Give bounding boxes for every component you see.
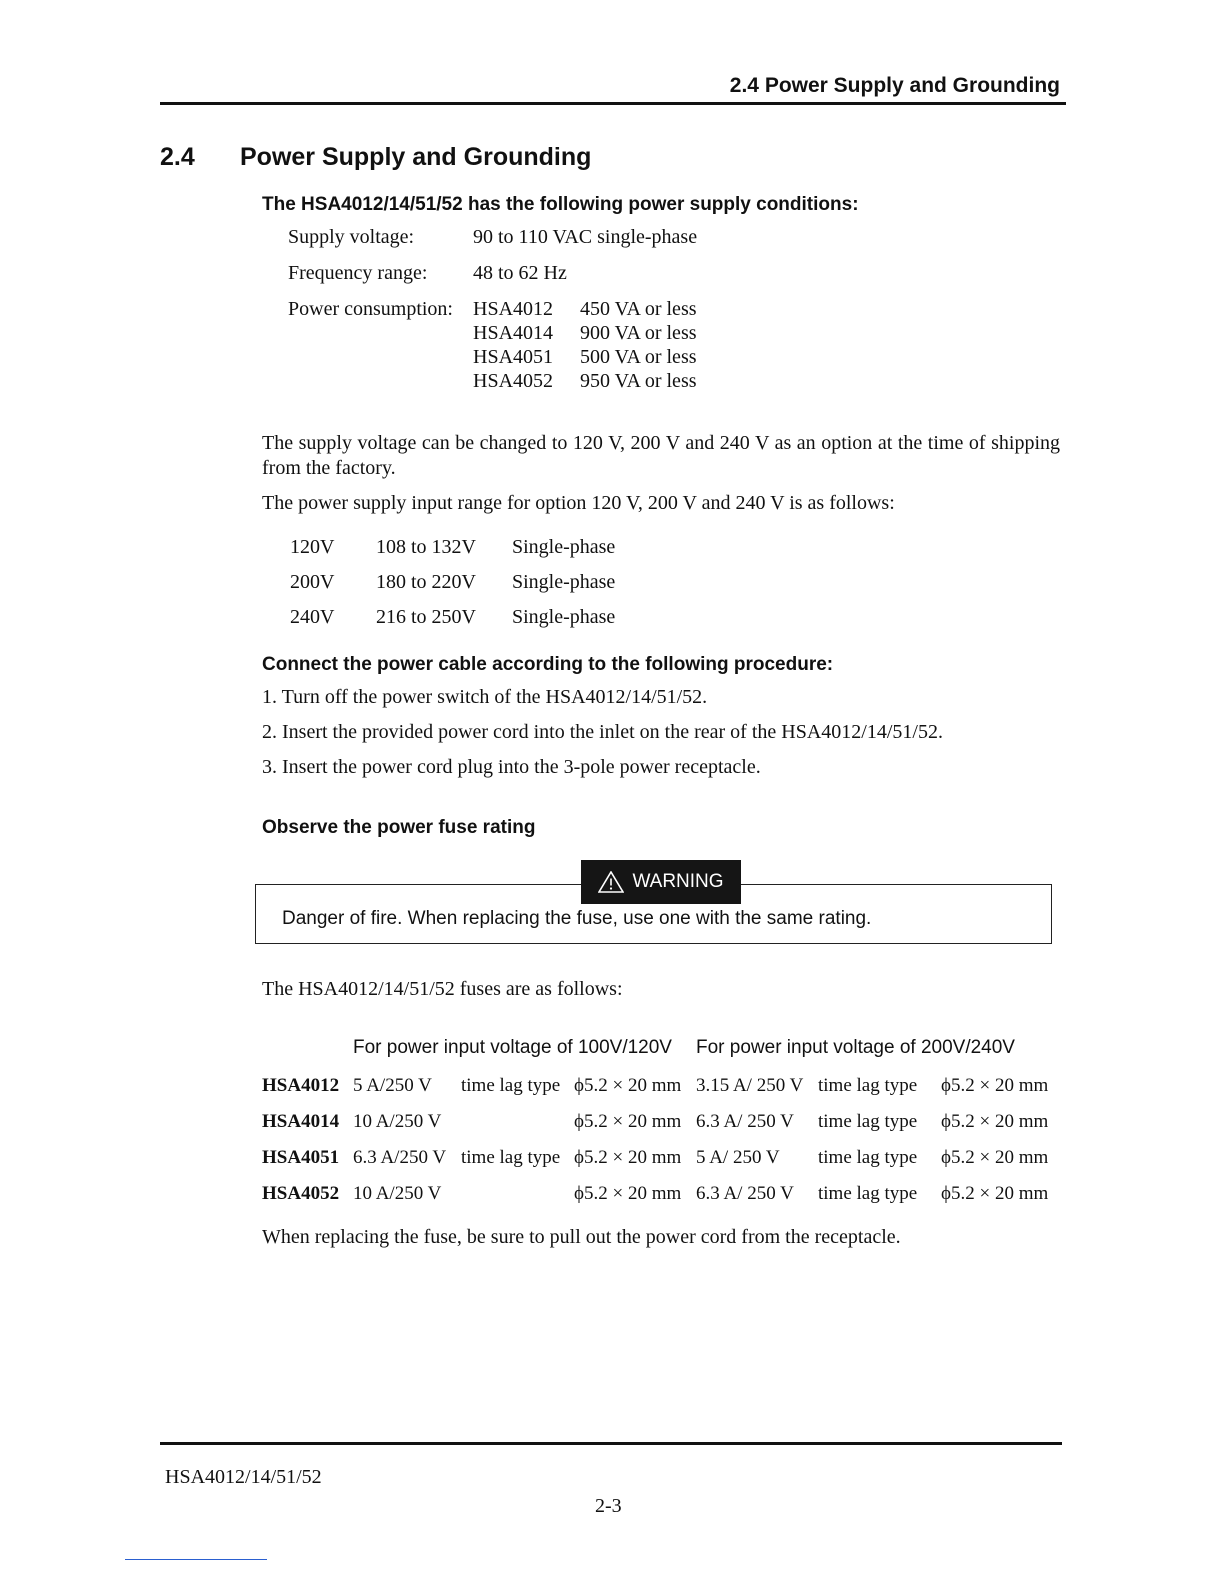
fuse-type-high: time lag type bbox=[818, 1147, 918, 1168]
fuse-model: HSA4052 bbox=[262, 1183, 340, 1204]
fuse-column-header-100-120: For power input voltage of 100V/120V bbox=[353, 1037, 672, 1058]
input-range-paragraph: The power supply input range for option 120 V, 200 V and 240 V is as follows: bbox=[262, 492, 895, 514]
option-paragraph: The supply voltage can be changed to 120 V, 200 V and 240 V as an option at the time of shipping from the factory. bbox=[262, 432, 1060, 479]
range-voltage: 240V bbox=[290, 606, 335, 628]
range-voltage: 200V bbox=[290, 571, 335, 593]
fuse-type-high: time lag type bbox=[818, 1183, 918, 1204]
fuse-rating-low: 10 A/250 V bbox=[353, 1183, 442, 1204]
fuse-intro: The HSA4012/14/51/52 fuses are as follows: bbox=[262, 978, 623, 1000]
fuse-rating-low: 6.3 A/250 V bbox=[353, 1147, 447, 1168]
supply-voltage-label: Supply voltage: bbox=[288, 226, 415, 248]
fuse-size-low: ϕ5.2 × 20 mm bbox=[574, 1111, 682, 1132]
fuse-closing-note: When replacing the fuse, be sure to pull out the power cord from the receptacle. bbox=[262, 1226, 901, 1248]
consumption-model: HSA4014 bbox=[473, 322, 554, 344]
consumption-model: HSA4012 bbox=[473, 298, 554, 320]
range-span: 108 to 132V bbox=[376, 536, 476, 558]
fuse-model: HSA4014 bbox=[262, 1111, 340, 1132]
footer-model: HSA4012/14/51/52 bbox=[165, 1466, 322, 1488]
range-span: 216 to 250V bbox=[376, 606, 476, 628]
link-underline bbox=[125, 1559, 267, 1560]
warning-label: WARNING bbox=[632, 871, 724, 892]
fuse-row bbox=[262, 1140, 1048, 1176]
range-row bbox=[290, 565, 615, 600]
fuse-row bbox=[262, 1104, 1048, 1140]
fuse-rating-low: 5 A/250 V bbox=[353, 1075, 432, 1096]
fuse-size-low: ϕ5.2 × 20 mm bbox=[574, 1183, 682, 1204]
fuse-type-low: time lag type bbox=[461, 1075, 561, 1096]
warning-badge bbox=[581, 860, 741, 904]
fuse-rating-high: 6.3 A/ 250 V bbox=[696, 1183, 794, 1204]
procedure-steps bbox=[262, 686, 943, 791]
frequency-label: Frequency range: bbox=[288, 262, 428, 284]
procedure-step: 3. Insert the power cord plug into the 3-pole power receptacle. bbox=[262, 756, 761, 778]
fuse-size-high: ϕ5.2 × 20 mm bbox=[941, 1111, 1049, 1132]
fuse-column-header-200-240: For power input voltage of 200V/240V bbox=[696, 1037, 1015, 1058]
range-row bbox=[290, 600, 615, 635]
fuse-size-high: ϕ5.2 × 20 mm bbox=[941, 1183, 1049, 1204]
fuse-rating-low: 10 A/250 V bbox=[353, 1111, 442, 1132]
supply-voltage-value: 90 to 110 VAC single-phase bbox=[473, 226, 698, 248]
procedure-step: 1. Turn off the power switch of the HSA4012/14/51/52. bbox=[262, 686, 708, 708]
footer-rule bbox=[160, 1442, 1062, 1445]
consumption-model: HSA4051 bbox=[473, 346, 554, 368]
consumption-value: 900 VA or less bbox=[580, 322, 697, 344]
fuse-model: HSA4012 bbox=[262, 1075, 340, 1096]
range-phase: Single-phase bbox=[512, 606, 616, 628]
fuse-type-high: time lag type bbox=[818, 1111, 918, 1132]
header-rule bbox=[160, 102, 1066, 105]
procedure-heading: Connect the power cable according to the following procedure: bbox=[262, 654, 834, 675]
fuse-size-low: ϕ5.2 × 20 mm bbox=[574, 1075, 682, 1096]
range-voltage: 120V bbox=[290, 536, 335, 558]
fuse-rating-high: 6.3 A/ 250 V bbox=[696, 1111, 794, 1132]
frequency-value: 48 to 62 Hz bbox=[473, 262, 567, 284]
section-title: Power Supply and Grounding bbox=[240, 143, 592, 171]
page-number: 2-3 bbox=[595, 1495, 622, 1517]
range-span: 180 to 220V bbox=[376, 571, 476, 593]
section-number: 2.4 bbox=[160, 143, 195, 171]
consumption-value: 450 VA or less bbox=[580, 298, 697, 320]
power-conditions-heading: The HSA4012/14/51/52 has the following power supply conditions: bbox=[262, 194, 859, 215]
fuse-heading: Observe the power fuse rating bbox=[262, 817, 536, 838]
input-range-table bbox=[290, 530, 615, 635]
range-phase: Single-phase bbox=[512, 536, 616, 558]
procedure-step: 2. Insert the provided power cord into the inlet on the rear of the HSA4012/14/51/52. bbox=[262, 721, 943, 743]
warning-triangle-icon bbox=[598, 871, 624, 893]
consumption-value: 950 VA or less bbox=[580, 370, 697, 392]
fuse-type-high: time lag type bbox=[818, 1075, 918, 1096]
fuse-row bbox=[262, 1176, 1048, 1212]
fuse-size-low: ϕ5.2 × 20 mm bbox=[574, 1147, 682, 1168]
fuse-rating-high: 5 A/ 250 V bbox=[696, 1147, 780, 1168]
consumption-model: HSA4052 bbox=[473, 370, 554, 392]
fuse-size-high: ϕ5.2 × 20 mm bbox=[941, 1147, 1049, 1168]
consumption-value: 500 VA or less bbox=[580, 346, 697, 368]
range-row bbox=[290, 530, 615, 565]
fuse-rating-high: 3.15 A/ 250 V bbox=[696, 1075, 804, 1096]
fuse-size-high: ϕ5.2 × 20 mm bbox=[941, 1075, 1049, 1096]
running-header: 2.4 Power Supply and Grounding bbox=[729, 74, 1060, 97]
fuse-type-low bbox=[461, 1176, 574, 1212]
fuse-type-low: time lag type bbox=[461, 1147, 561, 1168]
range-phase: Single-phase bbox=[512, 571, 616, 593]
fuse-row bbox=[262, 1068, 1048, 1104]
consumption-label: Power consumption: bbox=[288, 298, 453, 320]
power-spec-table bbox=[288, 226, 697, 394]
fuse-table bbox=[262, 1068, 1048, 1212]
warning-text: Danger of fire. When replacing the fuse, use one with the same rating. bbox=[282, 908, 872, 929]
fuse-model: HSA4051 bbox=[262, 1147, 340, 1168]
fuse-type-low bbox=[461, 1104, 574, 1140]
